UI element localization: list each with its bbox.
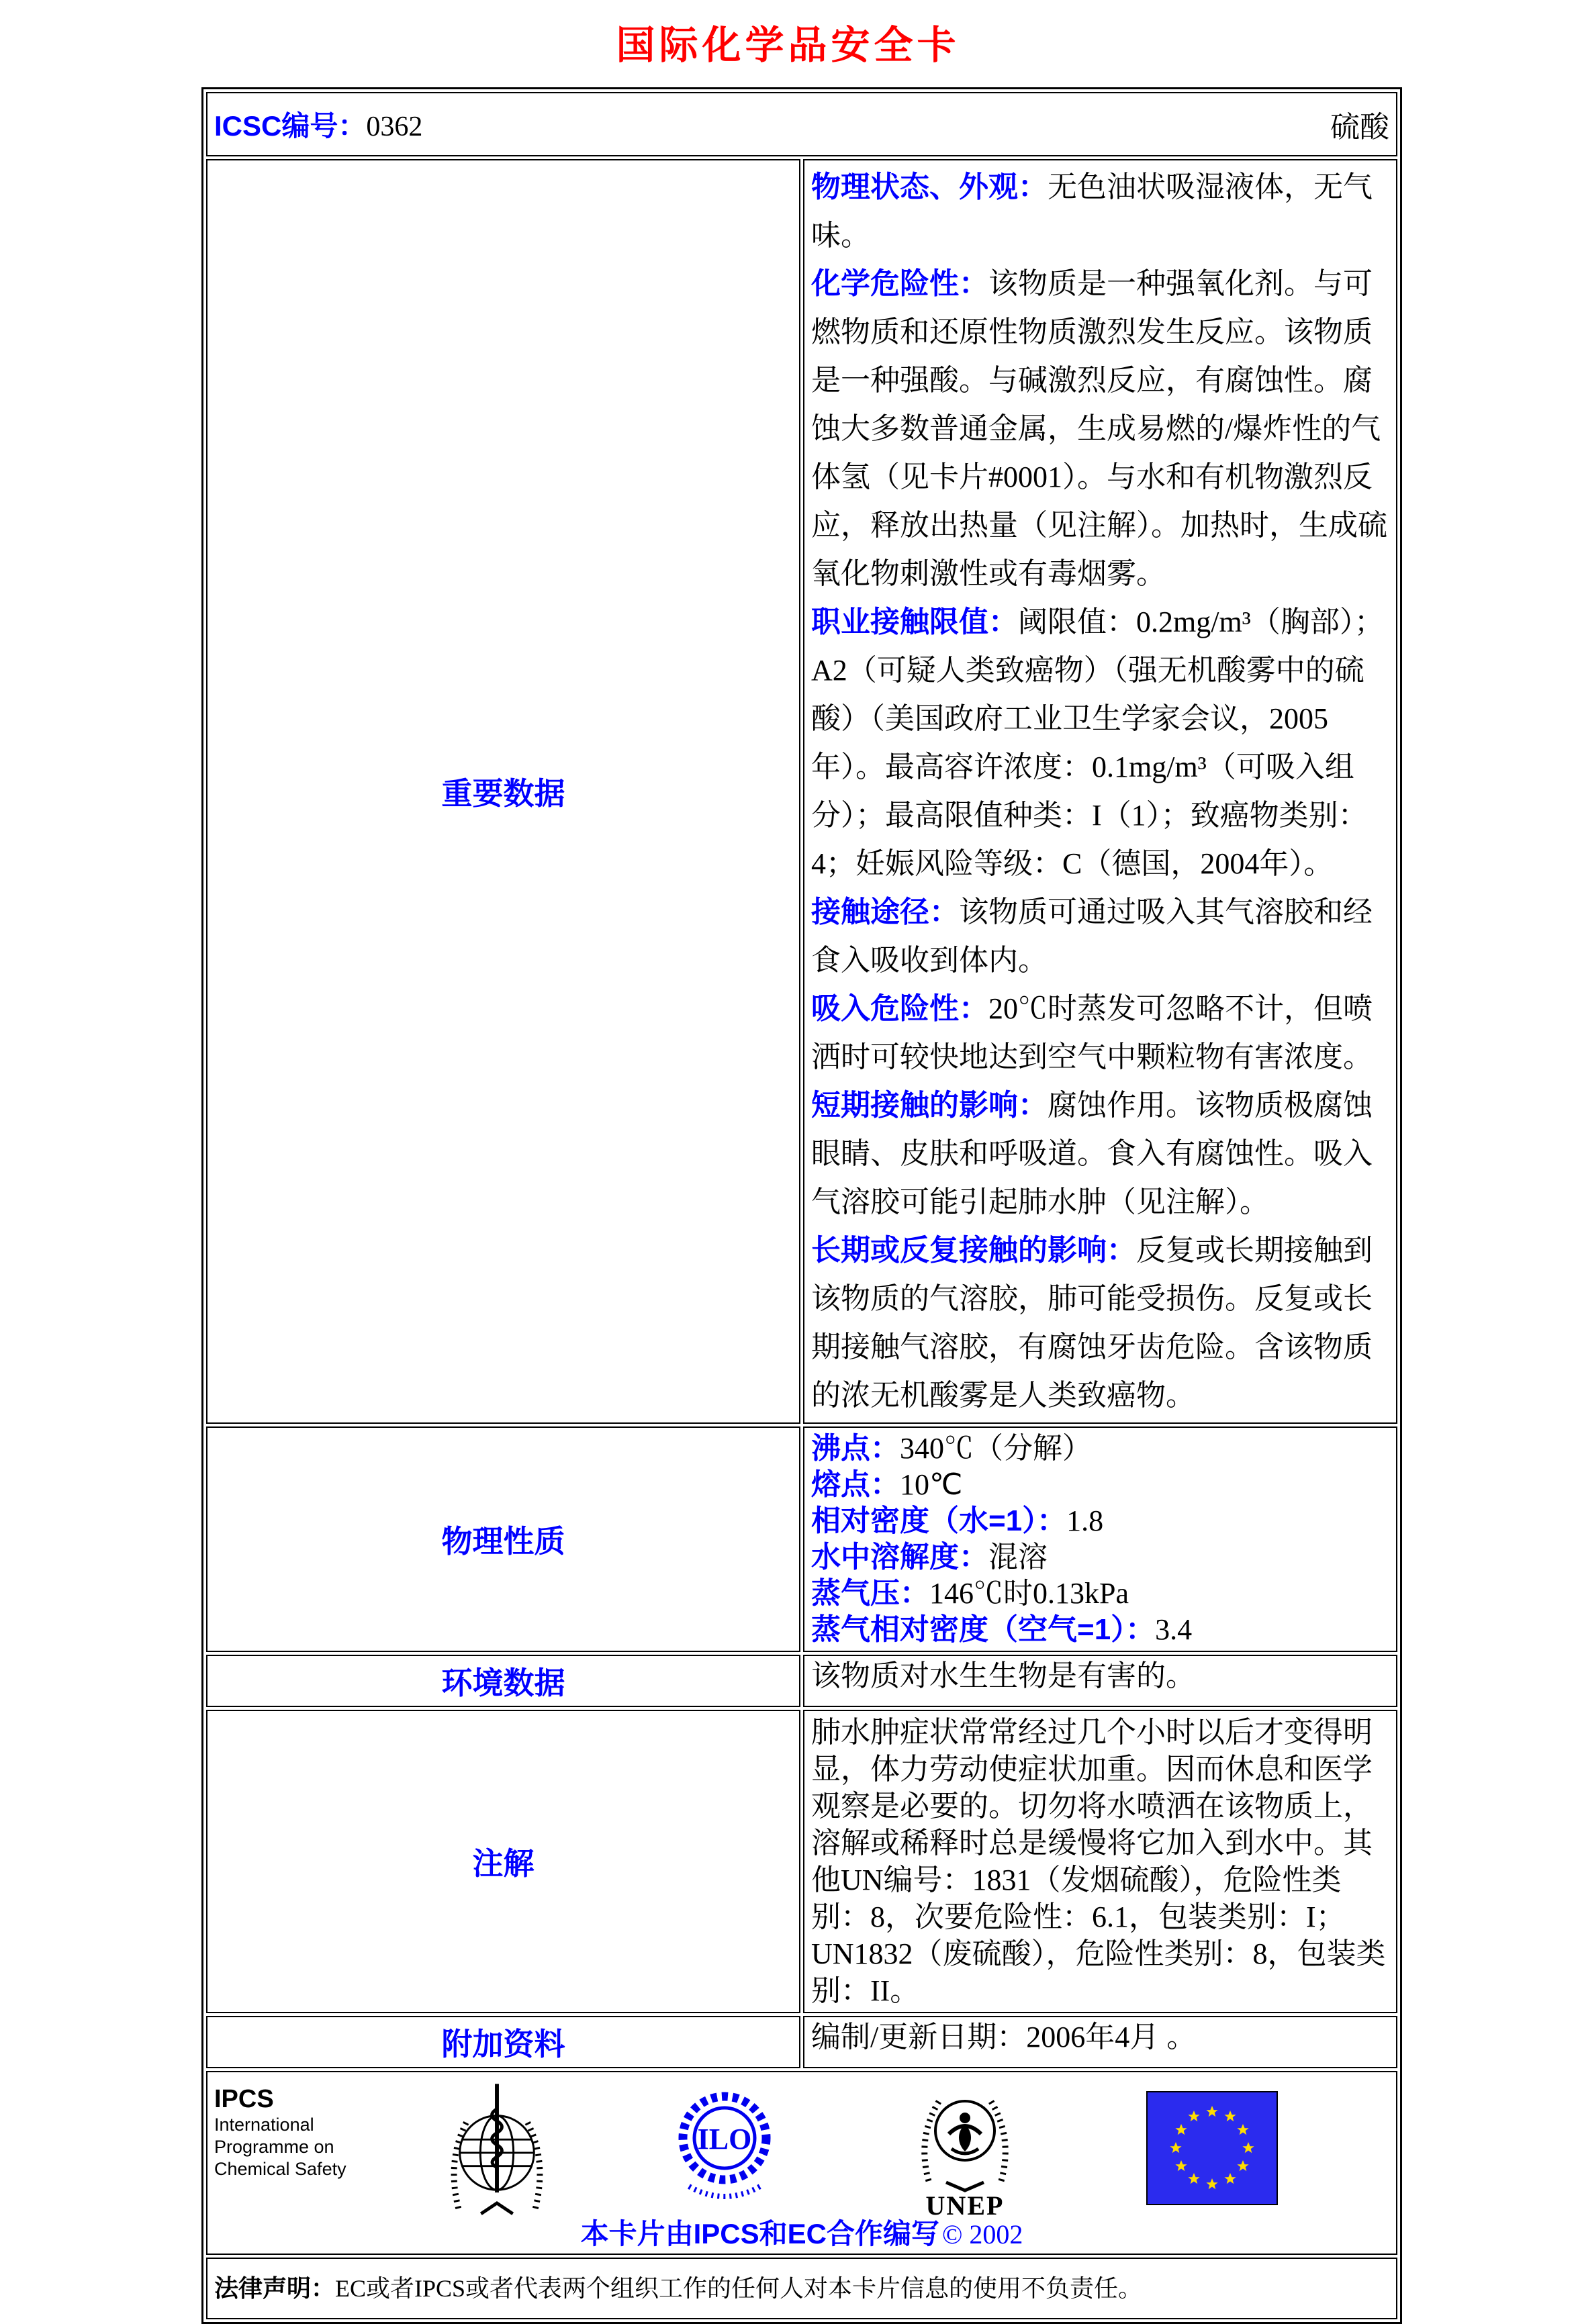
ilo-letters: ILO xyxy=(697,2123,752,2156)
unep-icon xyxy=(911,2080,1019,2221)
ipcs-block xyxy=(214,2084,346,2180)
list-item xyxy=(811,985,1389,1081)
item-text: 340℃（分解） xyxy=(900,1432,1092,1465)
ipcs-line: Programme on xyxy=(214,2137,334,2157)
cooperation-caption xyxy=(207,2212,1396,2252)
section-heading-notes: 注解 xyxy=(206,1710,800,2013)
list-item xyxy=(811,1539,1389,1576)
section-heading-important: 重要数据 xyxy=(206,159,800,1424)
section-heading-environment: 环境数据 xyxy=(206,1655,800,1707)
caption-text: 本卡片由IPCS和EC合作编写 xyxy=(580,2218,939,2249)
ipcs-acronym: IPCS xyxy=(214,2085,274,2113)
logos-row xyxy=(206,2071,1397,2255)
item-label: 蒸气压： xyxy=(811,1577,929,1610)
list-item xyxy=(811,1226,1389,1420)
icsc-number-value: 0362 xyxy=(366,111,423,142)
legal-label: 法律声明： xyxy=(214,2274,336,2302)
list-item xyxy=(811,1503,1389,1539)
environment-data-content: 该物质对水生生物是有害的。 xyxy=(803,1655,1397,1707)
list-item xyxy=(811,888,1389,985)
list-item xyxy=(811,1467,1389,1503)
list-item xyxy=(811,1612,1389,1648)
ipcs-line: Chemical Safety xyxy=(214,2159,346,2179)
who-icon xyxy=(444,2080,550,2221)
page-title: 国际化学品安全卡 xyxy=(616,23,960,67)
item-text: 146℃时0.13kPa xyxy=(929,1577,1129,1610)
item-label: 长期或反复接触的影响： xyxy=(811,1234,1136,1267)
item-text: 该物质可通过吸入其气溶胶和经食入吸收到体内。 xyxy=(811,895,1373,977)
physical-properties-row xyxy=(206,1426,1397,1652)
item-text: 反复或长期接触到该物质的气溶胶，肺可能受损伤。反复或长期接触气溶胶，有腐蚀牙齿危险。含该物质的浓无机酸雾是人类致癌物。 xyxy=(811,1234,1373,1412)
item-text: 腐蚀作用。该物质极腐蚀眼睛、皮肤和呼吸道。食入有腐蚀性。吸入气溶胶可能引起肺水肿（见注解）。 xyxy=(811,1089,1373,1218)
important-data-content xyxy=(803,159,1397,1424)
item-label: 相对密度（水=1）： xyxy=(811,1504,1067,1537)
list-item xyxy=(811,1081,1389,1226)
safety-card-table xyxy=(201,87,1402,2324)
item-label: 物理状态、外观： xyxy=(811,171,1048,203)
item-text: 混溶 xyxy=(988,1541,1048,1573)
item-label: 接触途径： xyxy=(811,895,959,928)
item-label: 蒸气相对密度（空气=1）： xyxy=(811,1613,1156,1646)
item-text: 阈限值：0.2mg/m³（胸部）； A2（可疑人类致癌物）（强无机酸雾中的硫酸）（美国政府工业卫生学家会议，2005年）。最高容许浓度：0.1mg/m³（可吸入组分）；最高限值种类：I（1）；致癌物类别：4；妊娠风险等级：C（德国，2004年）。 xyxy=(811,606,1384,880)
item-text: 3.4 xyxy=(1155,1613,1193,1646)
item-label: 化学危险性： xyxy=(811,267,988,300)
icsc-document-page xyxy=(0,13,1576,2302)
section-heading-additional: 附加资料 xyxy=(206,2016,800,2068)
legal-text: EC或者IPCS或者代表两个组织工作的任何人对本卡片信息的使用不负责任。 xyxy=(335,2275,1143,2302)
copyright-text: © 2002 xyxy=(941,2219,1023,2249)
ipcs-line: International xyxy=(214,2115,314,2135)
item-label: 吸入危险性： xyxy=(811,992,988,1025)
important-data-row xyxy=(206,159,1397,1424)
list-item xyxy=(811,260,1389,598)
chemical-name: 硫酸 xyxy=(1330,111,1389,144)
list-item xyxy=(811,163,1389,260)
unep-letters: UNEP xyxy=(925,2190,1005,2221)
item-label: 短期接触的影响： xyxy=(811,1089,1048,1122)
environment-data-row xyxy=(206,1655,1397,1707)
item-text: 20℃时蒸发可忽略不计，但喷洒时可较快地达到空气中颗粒物有害浓度。 xyxy=(811,992,1373,1073)
notes-row xyxy=(206,1710,1397,2013)
legal-notice-row xyxy=(206,2258,1397,2319)
item-label: 沸点： xyxy=(811,1432,900,1465)
item-label: 水中溶解度： xyxy=(811,1541,988,1573)
notes-content: 肺水肿症状常常经过几个小时以后才变得明显，体力劳动使症状加重。因而休息和医学观察是必要的。切勿将水喷洒在该物质上，溶解或稀释时总是缓慢将它加入到水中。其他UN编号：1831（发烟硫酸），危险性类别：8，次要危险性：6.1，包装类别：I；UN1832（废硫酸），危险性类别：8，包装类别：II。 xyxy=(803,1710,1397,2013)
ilo-icon xyxy=(674,2086,775,2213)
list-item xyxy=(811,598,1389,888)
physical-properties-content xyxy=(803,1426,1397,1652)
list-item xyxy=(811,1576,1389,1612)
list-item xyxy=(811,1431,1389,1467)
item-text: 10℃ xyxy=(900,1468,963,1501)
additional-info-row xyxy=(206,2016,1397,2068)
item-text: 1.8 xyxy=(1066,1504,1104,1537)
item-text: 该物质是一种强氧化剂。与可燃物质和还原性物质激烈发生反应。该物质是一种强酸。与碱激烈反应，有腐蚀性。腐蚀大多数普通金属，生成易燃的/爆炸性的气体氢（见卡片#0001）。与水和有机物激烈反应，释放出热量（见注解）。加热时，生成硫氧化物刺激性或有毒烟雾。 xyxy=(811,267,1387,590)
header-row xyxy=(206,92,1397,156)
icsc-number-label: ICSC编号： xyxy=(214,110,367,142)
item-label: 熔点： xyxy=(811,1468,900,1501)
item-label: 职业接触限值： xyxy=(811,606,1018,638)
icsc-number-group xyxy=(214,104,422,144)
section-heading-physical: 物理性质 xyxy=(206,1426,800,1652)
item-text: 无色油状吸湿液体，无气味。 xyxy=(811,171,1373,252)
additional-info-content: 编制/更新日期：2006年4月 。 xyxy=(803,2016,1397,2068)
eu-flag-icon xyxy=(1146,2091,1278,2209)
